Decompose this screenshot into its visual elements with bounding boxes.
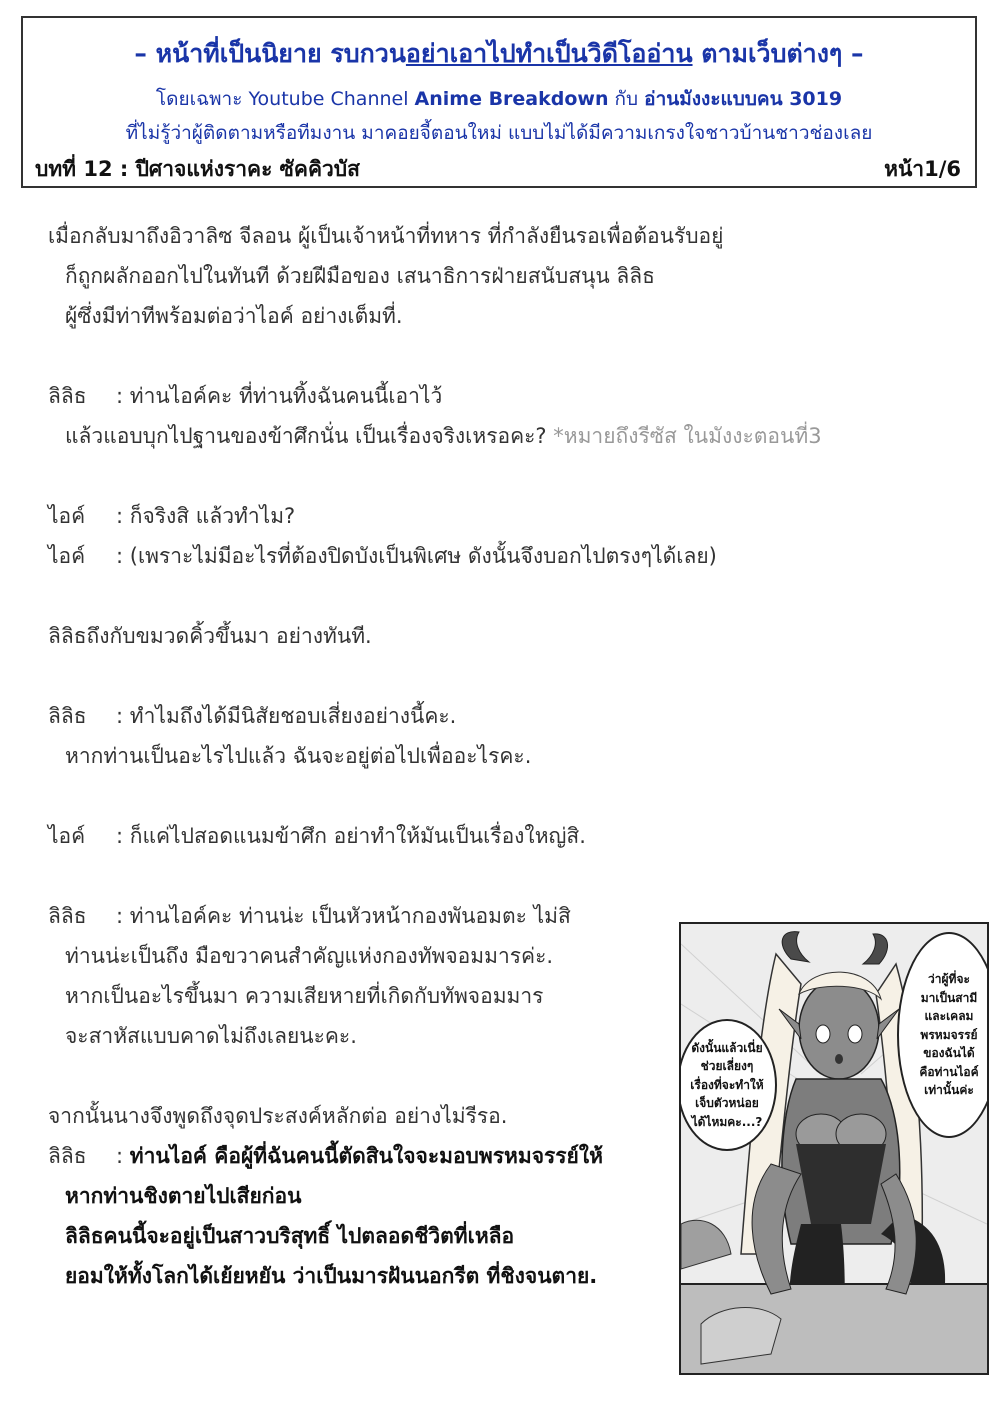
dialogue-text: : ทำไมถึงได้มีนิสัยชอบเสี่ยงอย่างนี้คะ. [116, 704, 457, 728]
dialogue-ike-1 [48, 506, 295, 527]
dialogue-lilith-4-cont-3: ยอมให้ทั้งโลกได้เย้ยหยัน ว่าเป็นมารฝันนอกรีต ที่ชิงจนตาย. [65, 1264, 598, 1288]
dialogue-text: : ท่านไอค์คะ ท่านน่ะ เป็นหัวหน้ากองพันอมตะ ไม่สิ [116, 904, 571, 928]
dialogue-text: : ท่านไอค์คะ ที่ท่านทิ้งฉันคนนี้เอาไว้ [116, 384, 443, 408]
dialogue-ike-3 [48, 826, 586, 847]
speaker-name: ไอค์ [48, 544, 86, 568]
speaker-colon: : [116, 1144, 130, 1168]
page-number: หน้า1/6 [884, 157, 961, 181]
bubble-text: ดังนั้นแล้วเนี่ย [691, 1040, 763, 1055]
speaker-name: ไอค์ [48, 504, 86, 528]
chapter-title: บทที่ 12 : ปีศาจแห่งราคะ ซัคคิวบัส [35, 157, 360, 181]
notice-line-2-mid: กับ [608, 88, 645, 110]
dialogue-text: แล้วแอบบุกไปฐานของข้าศึกนั่น เป็นเรื่องจริงเหรอคะ? [65, 424, 554, 448]
channel-name-1: Anime Breakdown [414, 88, 609, 110]
story-p2: ลิลิธถึงกับขมวดคิ้วขึ้นมา อย่างทันที. [48, 624, 372, 648]
dialogue-lilith-2-cont: หากท่านเป็นอะไรไปแล้ว ฉันจะอยู่ต่อไปเพื่ออะไรคะ. [65, 744, 532, 768]
dialogue-lilith-1-cont [65, 426, 822, 447]
story-p1-line-3: ผู้ซึ่งมีท่าทีพร้อมต่อว่าไอค์ อย่างเต็มที่. [65, 304, 403, 328]
translator-note: *หมายถึงรีซัส ในมังงะตอนที่3 [553, 424, 822, 448]
bubble-text: เท่านั้นค่ะ [924, 1083, 974, 1098]
story-p1-line-1: เมื่อกลับมาถึงอิวาลิซ จีลอน ผู้เป็นเจ้าหน้าที่ทหาร ที่กำลังยืนรอเพื่อต้อนรับอยู่ [48, 224, 724, 248]
dialogue-text: : (เพราะไม่มีอะไรที่ต้องปิดบังเป็นพิเศษ ดังนั้นจึงบอกไปตรงๆได้เลย) [116, 544, 717, 568]
bubble-text: มาเป็นสามี [920, 990, 978, 1005]
dialogue-lilith-4-cont-2: ลิลิธคนนี้จะอยู่เป็นสาวบริสุทธิ์ ไปตลอดชีวิตที่เหลือ [65, 1224, 515, 1248]
dialogue-text-bold: ท่านไอค์ คือผู้ที่ฉันคนนี้ตัดสินใจจะมอบพรหมจรรย์ให้ [129, 1144, 603, 1168]
notice-line-1 [23, 34, 975, 74]
bubble-text: และเคลม [924, 1009, 974, 1024]
speaker-name: ลิลิธ [48, 384, 87, 408]
dialogue-lilith-1 [48, 386, 442, 407]
speaker-name: ลิลิธ [48, 904, 87, 928]
speech-bubble-left [679, 1019, 777, 1151]
dialogue-lilith-2 [48, 706, 456, 727]
bubble-text: ช่วยเลี่ยงๆ [700, 1059, 754, 1074]
bubble-text: ได้ไหมคะ...? [691, 1114, 763, 1129]
dialogue-ike-2 [48, 546, 717, 567]
story-p3: จากนั้นนางจึงพูดถึงจุดประสงค์หลักต่อ อย่างไม่รีรอ. [48, 1104, 508, 1128]
bubble-text: ว่าผู้ที่จะ [928, 971, 970, 986]
speaker-name: ลิลิธ [48, 704, 87, 728]
dialogue-lilith-3-cont-2: หากเป็นอะไรขึ้นมา ความเสียหายที่เกิดกับทัพจอมมาร [65, 984, 544, 1008]
dialogue-lilith-3-cont-1: ท่านน่ะเป็นถึง มือขวาคนสำคัญแห่งกองทัพจอมมารค่ะ. [65, 944, 554, 968]
story-p1-line-2: ก็ถูกผลักออกไปในทันที ด้วยฝีมือของ เสนาธิการฝ่ายสนับสนุน ลิลิธ [65, 264, 655, 288]
dialogue-lilith-4 [48, 1146, 603, 1167]
bubble-text: ของฉันได้ [923, 1046, 975, 1061]
notice-line-2-prefix: โดยเฉพาะ Youtube Channel [155, 88, 415, 110]
notice-line-1-prefix: – หน้าที่เป็นนิยาย รบกวน [134, 39, 406, 68]
dialogue-text: : ก็แค่ไปสอดแนมข้าศึก อย่าทำให้มันเป็นเรื่องใหญ่สิ. [116, 824, 586, 848]
speaker-name: ลิลิธ [48, 1144, 87, 1168]
channel-name-2: อ่านมังงะแบบคน 3019 [644, 88, 843, 110]
notice-line-1-underlined: อย่าเอาไปทำเป็นวิดีโออ่าน [405, 39, 693, 68]
dialogue-lilith-4-cont-1: หากท่านชิงตายไปเสียก่อน [65, 1184, 302, 1208]
notice-line-1-suffix: ตามเว็บต่างๆ – [692, 39, 864, 68]
manga-panel-image [679, 922, 989, 1375]
dialogue-lilith-3 [48, 906, 571, 927]
notice-line-2 [23, 84, 975, 114]
dialogue-lilith-3-cont-3: จะสาหัสแบบคาดไม่ถึงเลยนะคะ. [65, 1024, 357, 1048]
bubble-text: คือท่านไอค์ [919, 1064, 979, 1079]
dialogue-text: : ก็จริงสิ แล้วทำไม? [116, 504, 296, 528]
bubble-text: พรหมจรรย์ [920, 1027, 978, 1042]
bubble-text: เรื่องที่จะทำให้ [690, 1077, 764, 1092]
bubble-text: เจ็บตัวหน่อย [695, 1096, 759, 1111]
speaker-name: ไอค์ [48, 824, 86, 848]
notice-line-3: ที่ไม่รู้ว่าผู้ติดตามหรือทีมงาน มาคอยจี้ตอนใหม่ แบบไม่ได้มีความเกรงใจชาวบ้านชาวช่องเลย [125, 122, 873, 144]
notice-header-box [21, 16, 977, 188]
